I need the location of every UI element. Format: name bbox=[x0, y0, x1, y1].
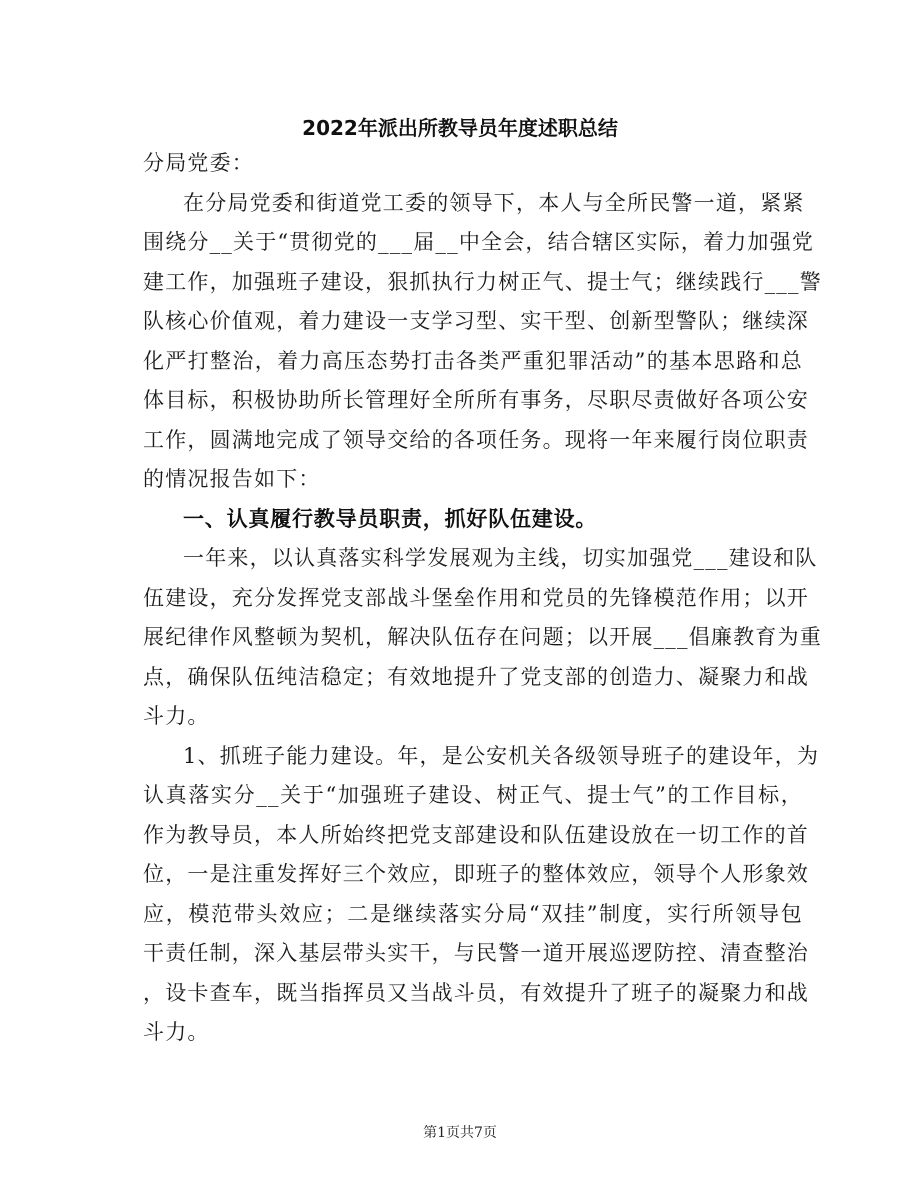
paragraph-1-line-6: 体目标，积极协助所长管理好全所所有事务，尽职尽责做好各项公安 bbox=[143, 388, 809, 412]
paragraph-1-line-5: 化严打整治，着力高压态势打击各类严重犯罪活动”的基本思路和总 bbox=[143, 349, 803, 373]
paragraph-2-line-4: 点，确保队伍纯洁稳定；有效地提升了党支部的创造力、凝聚力和战 bbox=[143, 665, 809, 689]
paragraph-3-line-7: ，设卡查车，既当指挥员又当战斗员，有效提升了班子的凝聚力和战 bbox=[143, 981, 809, 1005]
paragraph-3-line-5: 应，模范带头效应；二是继续落实分局“双挂”制度，实行所领导包 bbox=[143, 902, 803, 926]
paragraph-1-line-3: 建工作，加强班子建设，狠抓执行力树正气、提士气；继续践行___警 bbox=[143, 270, 822, 294]
page-indicator: 第1页共7页 bbox=[423, 1125, 497, 1141]
paragraph-3-line-4: 位，一是注重发挥好三个效应，即班子的整体效应，领导个人形象效 bbox=[143, 862, 809, 886]
paragraph-1-line-4: 队核心价值观，着力建设一支学习型、实干型、创新型警队；继续深 bbox=[143, 309, 809, 333]
paragraph-2-line-1: 一年来，以认真落实科学发展观为主线，切实加强党___建设和队 bbox=[183, 546, 818, 570]
paragraph-3-line-2: 认真落实分__关于“加强班子建设、树正气、提士气”的工作目标， bbox=[143, 783, 803, 807]
paragraph-2-line-5: 斗力。 bbox=[143, 704, 210, 728]
paragraph-3-line-1: 1、抓班子能力建设。年，是公安机关各级领导班子的建设年，为 bbox=[183, 744, 820, 768]
paragraph-3-line-3: 作为教导员，本人所始终把党支部建设和队伍建设放在一切工作的首 bbox=[143, 823, 809, 847]
paragraph-2-line-2: 伍建设，充分发挥党支部战斗堡垒作用和党员的先锋模范作用；以开 bbox=[143, 586, 809, 610]
paragraph-1-line-8: 的情况报告如下： bbox=[143, 467, 321, 491]
salutation: 分局党委： bbox=[143, 151, 254, 175]
document-title: 2022年派出所教导员年度述职总结 bbox=[302, 116, 618, 140]
section-heading-1: 一、认真履行教导员职责，抓好队伍建设。 bbox=[183, 507, 598, 531]
paragraph-3-line-8: 斗力。 bbox=[143, 1020, 210, 1044]
paragraph-1-line-1: 在分局党委和街道党工委的领导下，本人与全所民警一道，紧紧 bbox=[183, 191, 805, 215]
paragraph-2-line-3: 展纪律作风整顿为契机，解决队伍存在问题；以开展___倡廉教育为重 bbox=[143, 625, 822, 649]
paragraph-1-line-2: 围绕分__关于“贯彻党的___届__中全会，结合辖区实际，着力加强党 bbox=[143, 230, 815, 254]
paragraph-3-line-6: 干责任制，深入基层带头实干，与民警一道开展巡逻防控、清查整治 bbox=[143, 941, 809, 965]
paragraph-1-line-7: 工作，圆满地完成了领导交给的各项任务。现将一年来履行岗位职责 bbox=[143, 428, 809, 452]
